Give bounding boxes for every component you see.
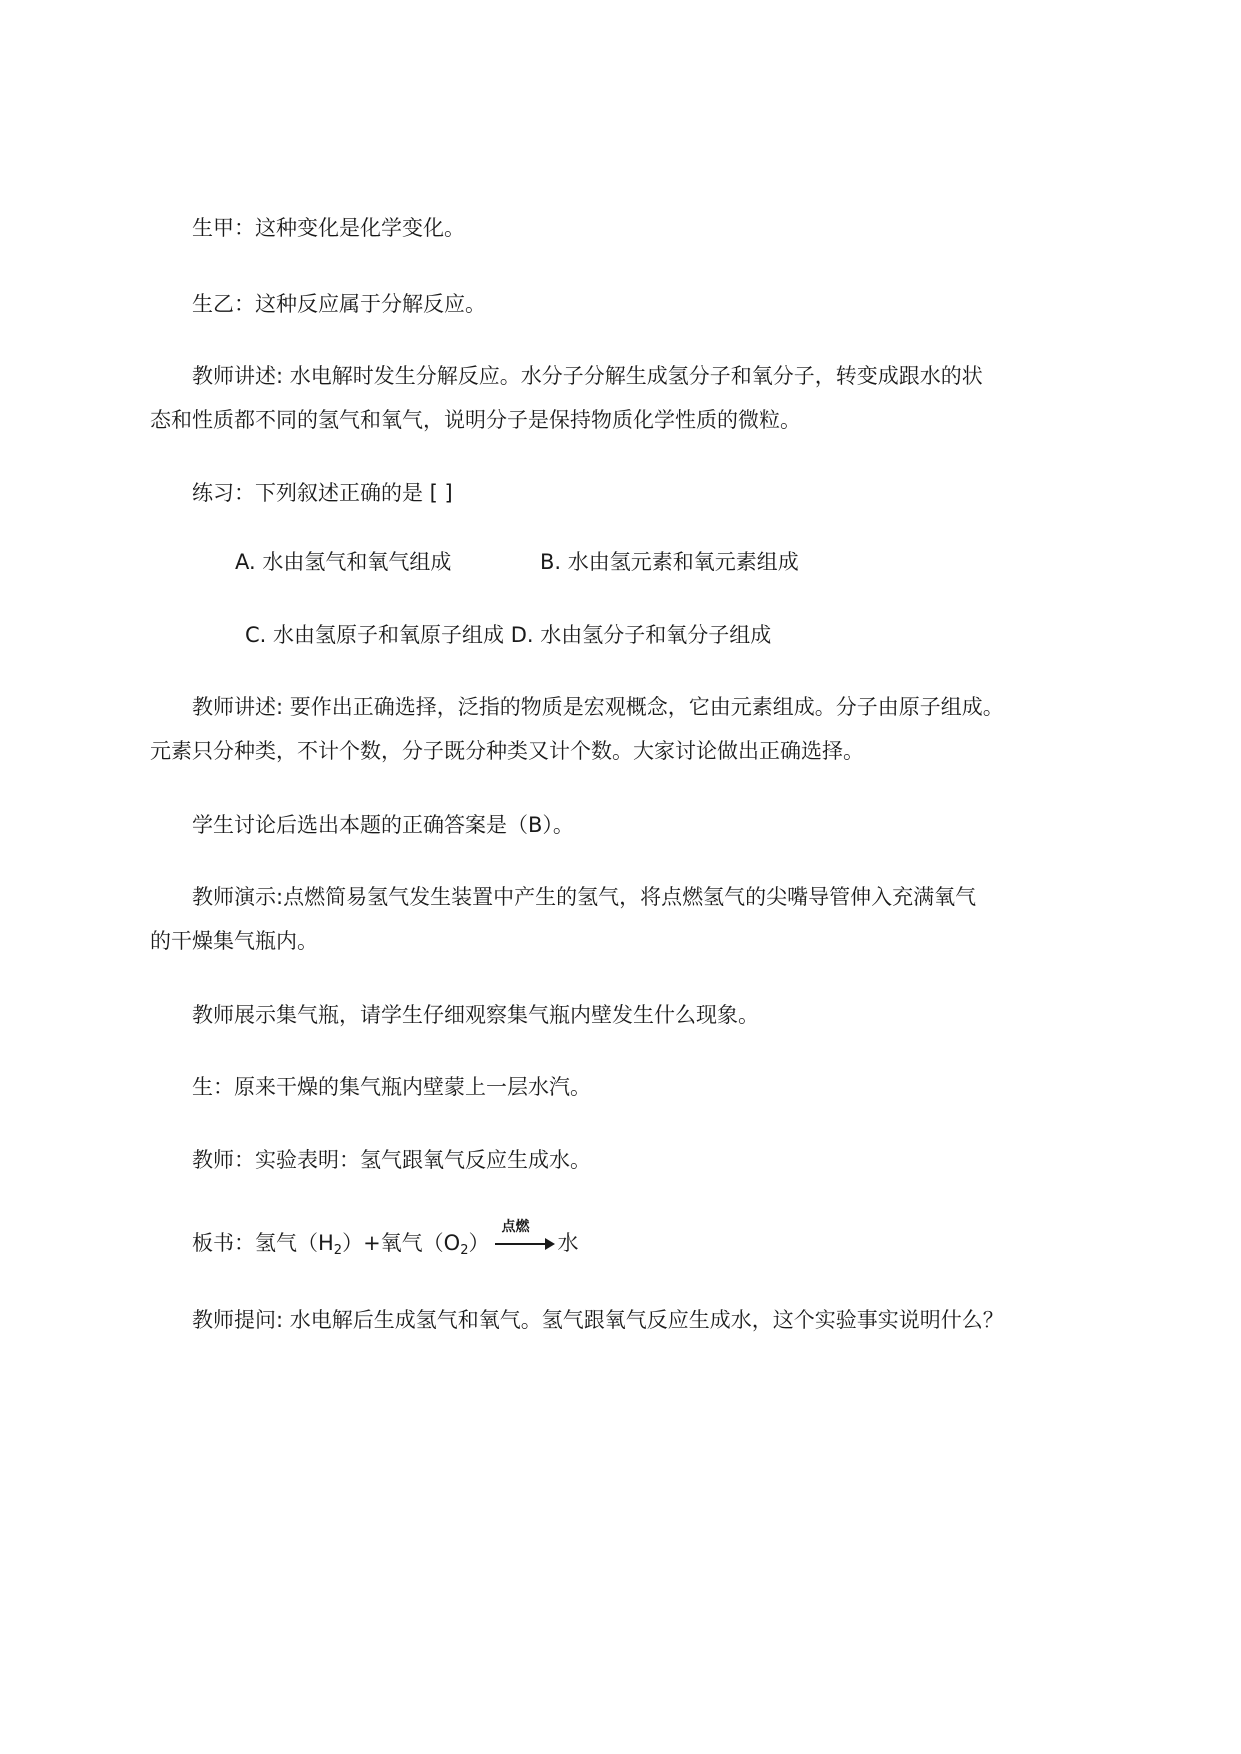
reaction-arrow: [495, 1219, 555, 1259]
student-a-line: 生甲：这种变化是化学变化。: [192, 216, 465, 240]
equation-middle: ）+氧气（O: [342, 1231, 461, 1255]
teacher-explanation-line-2: 元素只分种类，不计个数，分子既分种类又计个数。大家讨论做出正确选择。: [150, 739, 864, 763]
teacher-demo-line-1: 教师演示:点燃简易氢气发生装置中产生的氢气，将点燃氢气的尖嘴导管伸入充满氧气: [192, 885, 977, 909]
equation-product: 水: [557, 1231, 579, 1255]
teacher-conclusion-line: 教师：实验表明：氢气跟氧气反应生成水。: [192, 1148, 591, 1172]
teacher-demo-line-2: 的干燥集气瓶内。: [150, 929, 318, 953]
teacher-question-line: 教师提问: 水电解后生成氢气和氧气。氢气跟氧气反应生成水，这个实验事实说明什么？: [192, 1308, 1004, 1332]
reaction-condition: 点燃: [501, 1219, 530, 1235]
teacher-show-line: 教师展示集气瓶，请学生仔细观察集气瓶内壁发生什么现象。: [192, 1003, 759, 1027]
student-b-line: 生乙：这种反应属于分解反应。: [192, 292, 486, 316]
equation-prefix: 板书：氢气（H: [192, 1231, 334, 1255]
arrow-shaft: [495, 1243, 549, 1245]
teacher-lecture-line-1: 教师讲述: 水电解时发生分解反应。水分子分解生成氢分子和氧分子，转变成跟水的状: [192, 364, 983, 388]
teacher-lecture-line-2: 态和性质都不同的氢气和氧气，说明分子是保持物质化学性质的微粒。: [150, 408, 801, 432]
option-a: A. 水由氢气和氧气组成: [235, 550, 452, 574]
option-b: B. 水由氢元素和氧元素组成: [540, 550, 799, 574]
exercise-question: 练习：下列叙述正确的是 [ ]: [192, 481, 453, 505]
student-observation-line: 生：原来干燥的集气瓶内壁蒙上一层水汽。: [192, 1075, 591, 1099]
h2-subscript: 2: [333, 1243, 343, 1258]
student-answer-line: 学生讨论后选出本题的正确答案是（B）。: [192, 813, 574, 837]
options-c-d: C. 水由氢原子和氧原子组成 D. 水由氢分子和氧分子组成: [245, 623, 772, 647]
equation-close: ）: [468, 1231, 490, 1255]
blackboard-equation: [192, 1219, 579, 1266]
teacher-explanation-line-1: 教师讲述: 要作出正确选择，泛指的物质是宏观概念，它由元素组成。分子由原子组成。: [192, 695, 1004, 719]
arrow-head-icon: [545, 1238, 555, 1250]
o2-subscript: 2: [460, 1243, 469, 1258]
